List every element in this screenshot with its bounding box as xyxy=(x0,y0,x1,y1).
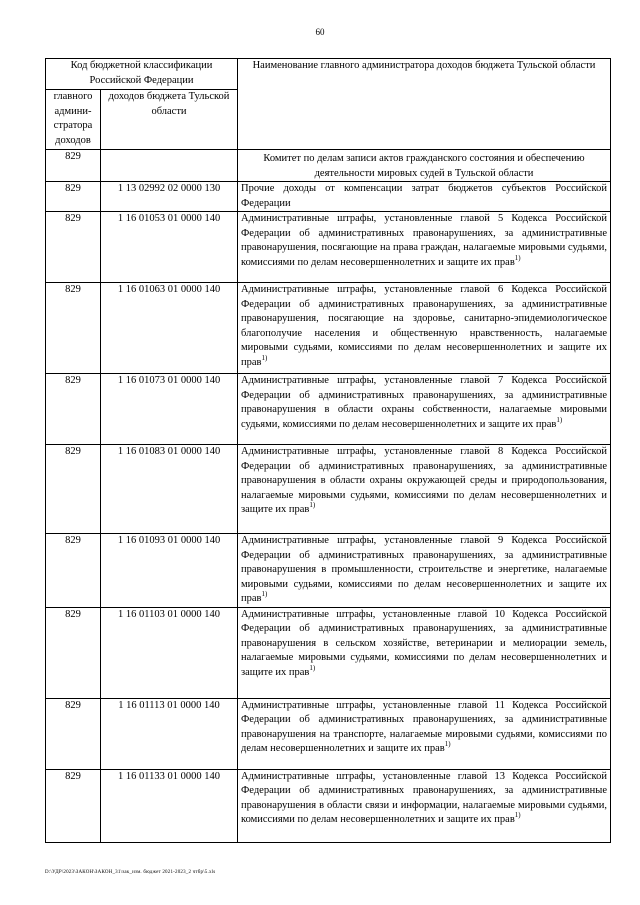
revenue-name-cell xyxy=(238,698,611,769)
revenue-name-text: Административные штрафы, установленные главой 11 Кодекса Российской Федерации об административных правонарушениях, за административные правонарушения на транспорте, налагаемые мировыми судьями, комиссиями по делам несовершеннолетних и защите их прав xyxy=(241,699,607,754)
admin-code-cell: 829 xyxy=(46,182,101,212)
revenue-code-cell: 1 16 01093 01 0000 140 xyxy=(101,534,238,608)
admin-code-cell: 829 xyxy=(46,212,101,283)
revenue-name-text: Административные штрафы, установленные главой 5 Кодекса Российской Федерации об административных правонарушениях, за административные правонарушения, посягающие на права граждан, налагаемые мировыми судьями, комиссиями по делам несовершеннолетних и защите их прав xyxy=(241,213,607,268)
admin-column-header: главного админи-стратора доходов xyxy=(46,90,101,150)
revenue-name-cell xyxy=(238,769,611,842)
table-row xyxy=(46,374,611,445)
table-row xyxy=(46,698,611,769)
admin-code-cell: 829 xyxy=(46,698,101,769)
footnote-marker: 1) xyxy=(309,663,316,672)
table-row xyxy=(46,182,611,212)
footnote-marker: 1) xyxy=(556,415,563,424)
revenue-name-text: Административные штрафы, установленные главой 7 Кодекса Российской Федерации об административных правонарушениях, за административные правонарушения в области охраны собственности, налагаемые мировыми судьями, комиссиями по делам несовершеннолетних и защите их прав xyxy=(241,375,607,430)
table-row xyxy=(46,769,611,842)
revenue-code-cell: 1 16 01053 01 0000 140 xyxy=(101,212,238,283)
revenue-name-text: Прочие доходы от компенсации затрат бюджетов субъектов Российской Федерации xyxy=(241,183,607,209)
revenue-name-cell xyxy=(238,283,611,374)
revenue-name-text: Административные штрафы, установленные главой 9 Кодекса Российской Федерации об административных правонарушениях, за административные правонарушения в промышленности, строительстве и энергетике, налагаемые мировыми судьями, комиссиями по делам несовершеннолетних и защите их прав xyxy=(241,535,607,604)
admin-code-cell: 829 xyxy=(46,374,101,445)
code-group-header: Код бюджетной классификации Российской Федерации xyxy=(46,59,238,90)
table-row xyxy=(46,212,611,283)
table-row xyxy=(46,445,611,534)
name-column-header: Наименование главного администратора доходов бюджета Тульской области xyxy=(238,59,611,150)
section-admin-code: 829 xyxy=(46,150,101,182)
admin-code-cell: 829 xyxy=(46,283,101,374)
footnote-marker: 1) xyxy=(261,353,268,362)
admin-code-cell: 829 xyxy=(46,769,101,842)
footnote-marker: 1) xyxy=(514,811,521,819)
revenue-code-cell: 1 16 01103 01 0000 140 xyxy=(101,607,238,698)
revenue-name-cell xyxy=(238,212,611,283)
section-row xyxy=(46,150,611,182)
revenue-name-cell xyxy=(238,607,611,698)
revenue-admin-table xyxy=(45,58,611,843)
footnote-marker: 1) xyxy=(309,501,316,509)
revenue-code-cell: 1 16 01133 01 0000 140 xyxy=(101,769,238,842)
revenue-name-text: Административные штрафы, установленные главой 6 Кодекса Российской Федерации об административных правонарушениях, за административные правонарушения, посягающие на здоровье, санитарно-эпидемиологическое благополучие населения и общественную нравственность, налагаемые мировыми судьями, комиссиями по делам несовершеннолетних и защите их прав xyxy=(241,284,607,368)
footnote-marker: 1) xyxy=(261,590,268,598)
footnote-marker: 1) xyxy=(514,253,521,262)
revenue-column-header: доходов бюджета Тульской области xyxy=(101,90,238,150)
revenue-code-cell: 1 16 01073 01 0000 140 xyxy=(101,374,238,445)
revenue-code-cell: 1 16 01113 01 0000 140 xyxy=(101,698,238,769)
revenue-code-cell: 1 16 01063 01 0000 140 xyxy=(101,283,238,374)
file-path-footer: D:\УДР\2023\ЗАКОН\ЗАКОН_31\зак_изм. бюджет 2021-2023_2 чтбр\5.xls xyxy=(45,870,216,875)
section-empty-code xyxy=(101,150,238,182)
header-row xyxy=(46,59,611,90)
revenue-name-cell xyxy=(238,445,611,534)
revenue-name-text: Административные штрафы, установленные главой 13 Кодекса Российской Федерации об административных правонарушениях, за административные правонарушения в области связи и информации, налагаемые мировыми судьями, комиссиями по делам несовершеннолетних и защите их прав xyxy=(241,770,607,825)
page-number: 60 xyxy=(315,27,325,37)
table-row xyxy=(46,534,611,608)
revenue-name-cell xyxy=(238,534,611,608)
revenue-name-cell xyxy=(238,182,611,212)
revenue-code-cell: 1 16 01083 01 0000 140 xyxy=(101,445,238,534)
table-row xyxy=(46,283,611,374)
footnote-marker: 1) xyxy=(444,740,451,748)
admin-code-cell: 829 xyxy=(46,607,101,698)
revenue-name-text: Административные штрафы, установленные главой 10 Кодекса Российской Федерации об административных правонарушениях, за административные правонарушения в сельском хозяйстве, ветеринарии и мелиорации земель, налагаемые мировыми судьями, комиссиями по делам несовершеннолетних и защите их прав xyxy=(241,608,607,678)
table-row xyxy=(46,607,611,698)
revenue-code-cell: 1 13 02992 02 0000 130 xyxy=(101,182,238,212)
section-title: Комитет по делам записи актов гражданского состояния и обеспечению деятельности мировых судей в Тульской области xyxy=(238,150,611,182)
revenue-name-text: Административные штрафы, установленные главой 8 Кодекса Российской Федерации об административных правонарушениях, за административные правонарушения в области охраны окружающей среды и природопользования, налагаемые мировыми судьями, комиссиями по делам несовершеннолетних и защите их прав xyxy=(241,446,607,515)
revenue-name-cell xyxy=(238,374,611,445)
admin-code-cell: 829 xyxy=(46,445,101,534)
admin-code-cell: 829 xyxy=(46,534,101,608)
